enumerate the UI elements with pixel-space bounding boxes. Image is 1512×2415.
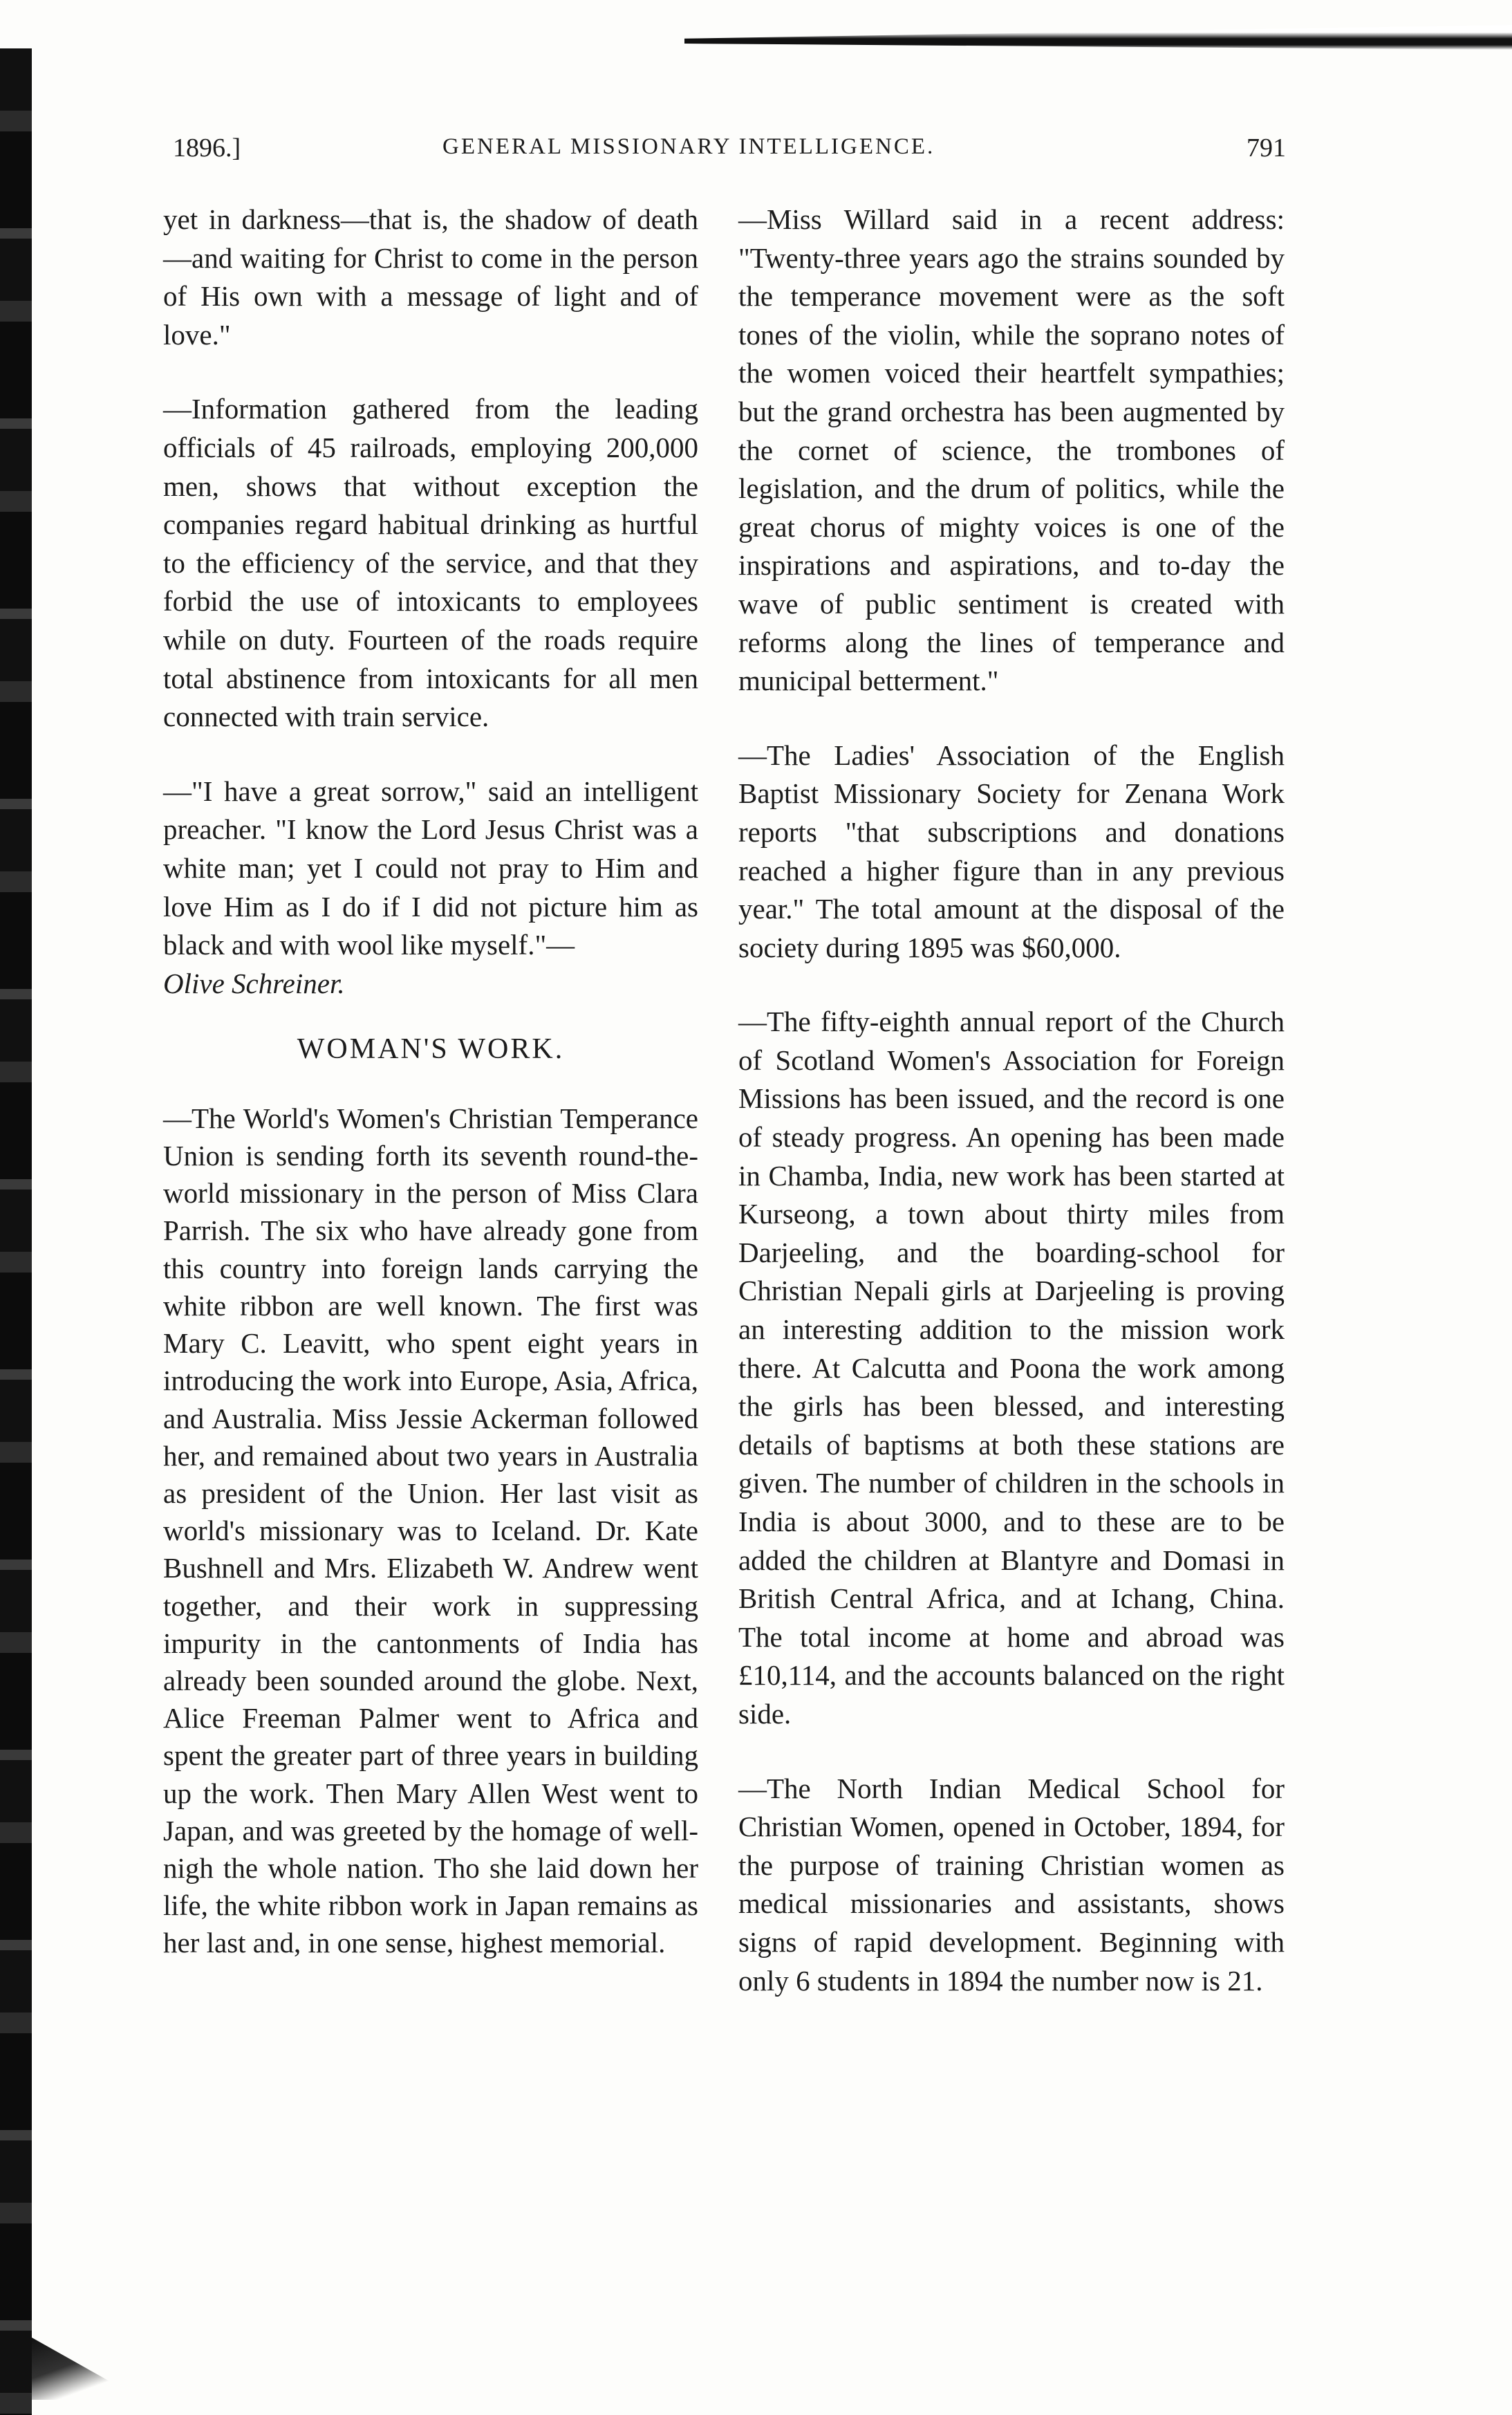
paragraph: —Miss Willard said in a recent address: "Twenty-three years ago the strains sounded by the temperance movement were as the soft tones of the violin, while the soprano notes of the women voiced their heartfelt sympathies; but the grand orchestra has been augmented by the cornet of science, the trombones of legislation, and the drum of politics, while the great chorus of mighty voices is one of the inspirations and aspirations, and to-day the wave of public sentiment is created with reforms along the lines of temperance and municipal betterment.": [738, 203, 1285, 697]
quote-signature: Olive Schreiner.: [163, 967, 345, 999]
paragraph: —The North Indian Medical School for Christian Women, opened in October, 1894, for the purpose of training Christian women as medical missionaries and assistants, shows signs of rapid development. Beginning with only 6 students in 1894 the number now is 21.: [738, 1772, 1285, 1997]
header-year: 1896.]: [173, 133, 241, 163]
header-title: GENERAL MISSIONARY INTELLIGENCE.: [442, 134, 935, 159]
running-head: [173, 133, 1286, 174]
paragraph: —The Ladies' Association of the English Baptist Missionary Society for Zenana Work reports "that subscriptions and donations reached a higher figure than in any previous year." The total amount at the disposal of the society during 1895 was $60,000.: [738, 739, 1285, 963]
section-heading: WOMAN'S WORK.: [297, 1033, 565, 1066]
quote-text: —"I have a great sorrow," said an intelligent preacher. "I know the Lord Jesus Christ was a white man; yet I could not pray to Him and love Him as I do if I did not picture him as black and with wool like myself."—: [163, 775, 698, 961]
left-column: [163, 201, 698, 1998]
scan-edge-corner: [32, 2338, 142, 2400]
right-column: [738, 201, 1285, 2036]
scan-edge-top: [684, 25, 1512, 50]
paragraph-with-signature: [163, 772, 698, 1003]
paragraph: —Information gathered from the leading officials of 45 railroads, employing 200,000 men, shows that without exception the companies regard habitual drinking as hurtful to the efficiency of the service, and that they forbid the use of intoxicants to employees while on duty. Fourteen of the roads require total abstinence from intoxicants for all men connected with train service.: [163, 393, 698, 733]
paragraph: —The fifty-eighth annual report of the Church of Scotland Women's Association for Foreign Missions has been issued, and the record is one of steady progress. An opening has been made in Chamba, India, new work has been started at Kurseong, a town about thirty miles from Darjeeling, and the boarding-school for Christian Nepali girls at Darjeeling is proving an interesting addition to the mission work there. At Calcutta and Poona the work among the girls has been blessed, and interesting details of baptisms at both these stations are given. The number of children in the schools in India is about 3000, and to these are to be added the children at Blantyre and Domasi in British Central Africa, and at Ichang, China. The total income at home and abroad was £10,114, and the accounts balanced on the right side.: [738, 1006, 1285, 1730]
page-number: 791: [1247, 133, 1286, 163]
paragraph: yet in darkness—that is, the shadow of death—and waiting for Christ to come in the person of His own with a message of light and of love.": [163, 203, 698, 351]
scan-edge-left: [0, 48, 32, 2415]
paragraph: —The World's Women's Christian Temperance Union is sending forth its seventh round-the-world missionary in the person of Miss Clara Parrish. The six who have already gone from this country into foreign lands carrying the white ribbon are well known. The first was Mary C. Leavitt, who spent eight years in introducing the work into Europe, Asia, Africa, and Australia. Miss Jessie Ackerman followed her, and remained about two years in Australia as president of the Union. Her last visit as world's missionary was to Iceland. Dr. Kate Bushnell and Mrs. Elizabeth W. Andrew went together, and their work in suppressing impurity in the cantonments of India has already been sounded around the globe. Next, Alice Freeman Palmer went to Africa and spent the greater part of three years in building up the work. Then Mary Allen West went to Japan, and was greeted by the homage of well-nigh the whole nation. Tho she laid down her life, the white ribbon work in Japan remains as her last and, in one sense, highest memorial.: [163, 1102, 698, 1959]
